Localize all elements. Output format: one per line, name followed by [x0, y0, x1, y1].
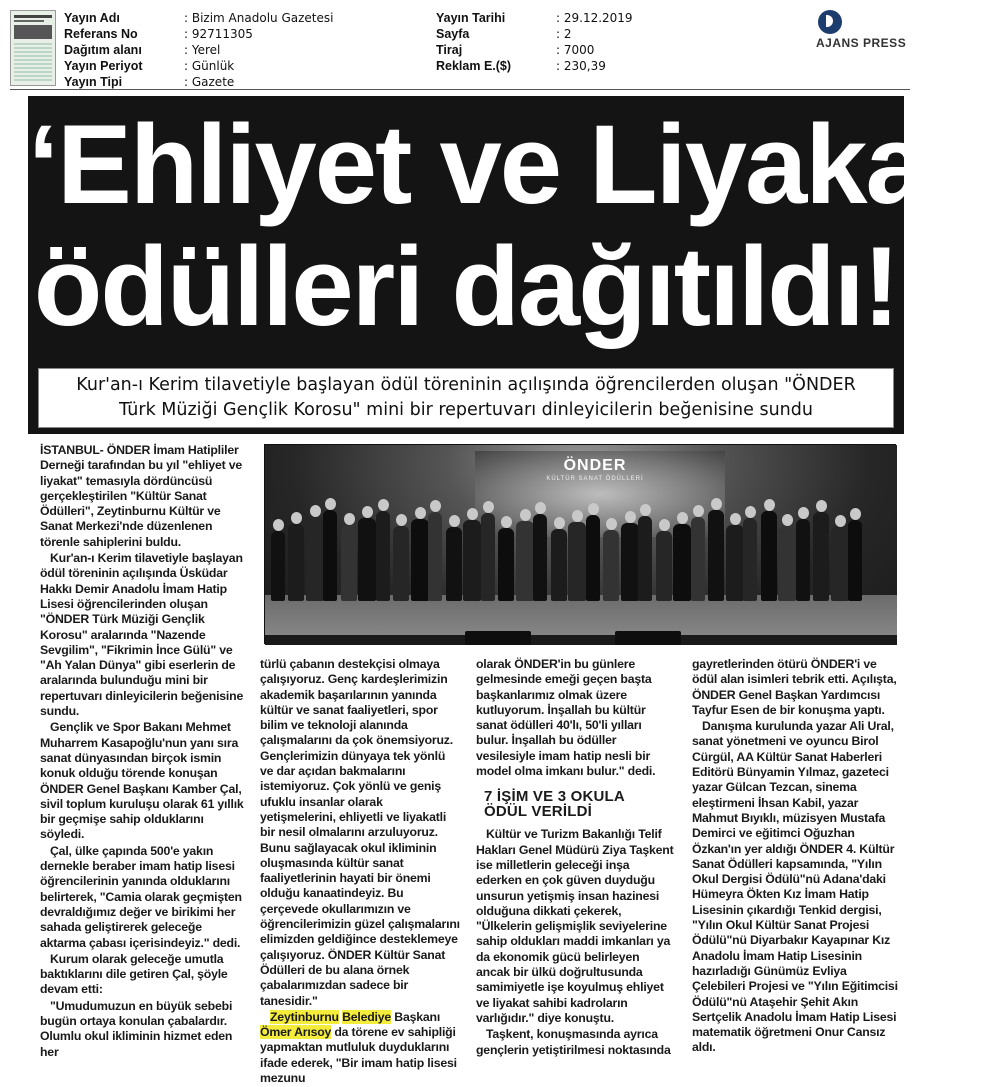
ajans-press-logo-text: AJANS PRESS — [816, 36, 907, 50]
person-silhouette — [323, 510, 337, 601]
person-silhouette — [691, 517, 705, 601]
person-silhouette — [411, 519, 429, 601]
article-column-4 — [692, 657, 902, 1057]
person-silhouette — [358, 518, 376, 601]
person-silhouette — [761, 511, 777, 601]
person-silhouette — [376, 511, 390, 601]
stage-speaker — [465, 631, 531, 645]
paragraph: olarak ÖNDER'in bu günlere gelmesinde emeği geçen başta başkanlarımız olmak üzere kutluyorum. İnşallah bu kültür sanat ödülleri 40'lı, 50'li yılları bulur. İnşallah bu ödüller vesilesiyle imam hatip nesli bir model olma imkanı bulur." dedi. — [476, 657, 656, 779]
meta-row-ad-equivalent: Reklam E.($) : 230,39 — [436, 59, 606, 73]
meta-row-publication-name: Yayın Adı : Bizim Anadolu Gazetesi — [64, 11, 334, 25]
paragraph: Gençlik ve Spor Bakanı Mehmet Muharrem Kasapoğlu'nun yanı sıra sanat dünyasından birçok ismin konuk olduğu törende konuşan ÖNDER Genel Başkanı Kamber Çal, sivil toplum kuruluşu olarak 61 yıllık bir geçmişe sahip olduklarını söyledi. — [40, 720, 244, 842]
paragraph: Danışma kurulunda yazar Ali Ural, sanat yönetmeni ve oyuncu Birol Cürgül, AA Kültür Sanat Haberleri Editörü Bünyamin Yılmaz, gazeteci yazar Gülcan Tezcan, sinema eleştirmeni İhsan Kabil, yazar Mahmut Bıyıklı, müzisyen Mustafa Demirci ve eğitimci Oğuzhan Özkan'ın yer aldığı ÖNDER 4. Kültür Sanat Ödülleri kapsamında, "Yılın Okul Dergisi Ödülü"nü Adana'daki Hümeyra Ökten Kız İmam Hatip Lisesinin çıkardığı Tenkid dergisi, "Yılın Okul Kültür Sanat Projesi Ödülü"nü Diyarbakır Kayapınar Kız Anadolu İmam Hatip Lisesinin hazırladığı Günümüz Evliya Çelebileri Projesi ve "Yılın Eğitimcisi Ödülü"nü Ataşehir Şehit Akın Sertçelik Anadolu İmam Hatip Lisesi matematik öğretmeni Onur Cansız aldı. — [692, 719, 898, 1055]
person-silhouette — [621, 523, 639, 601]
person-silhouette — [603, 530, 619, 601]
highlight-keyword: Ömer Arısoy — [260, 1025, 332, 1040]
article-column-3 — [476, 657, 676, 1059]
metadata-right-column — [436, 10, 633, 74]
paragraph-highlighted-mention: Zeytinburnu Belediye Başkanı Ömer Arısoy da törene ev sahipliği yapmaktan mutluluk duyduklarını ifade ederek, "Bir imam hatip lisesi mezunu — [260, 1009, 457, 1086]
person-silhouette — [673, 524, 691, 601]
person-silhouette — [393, 526, 409, 601]
meta-row-publication-type: Yayın Tipi : Gazete — [64, 75, 235, 89]
paragraph: Kur'an-ı Kerim tilavetiyle başlayan ödül töreninin açılışında Üsküdar Hakkı Demir Anadolu İmam Hatip Lisesi öğrencilerinden oluşan "ÖNDER Türk Müziği Gençlik Korosu" aralarında "Nazende Sevgilim", "Fikrimin İnce Gülü" ve "Ah Yalan Dünya" gibi eserlerin de aralarında bulunduğu mini bir repertuvarı dinleyicilerin beğenisine sundu. — [40, 551, 244, 719]
person-silhouette — [463, 520, 481, 601]
stage-speaker — [615, 631, 681, 645]
person-silhouette — [271, 531, 285, 601]
person-silhouette — [848, 520, 862, 601]
person-silhouette — [743, 518, 757, 601]
person-silhouette — [341, 525, 357, 601]
person-silhouette — [533, 514, 547, 601]
highlight-keyword: Zeytinburnu — [270, 1009, 339, 1024]
person-silhouette — [813, 512, 829, 601]
person-silhouette — [551, 529, 567, 601]
meta-row-publication-date: Yayın Tarihi : 29.12.2019 — [436, 11, 633, 25]
paragraph: Taşkent, konuşmasında ayrıca gençlerin yetiştirilmesi noktasında — [476, 1027, 671, 1057]
header-divider — [10, 89, 910, 90]
person-silhouette — [428, 512, 442, 601]
person-silhouette — [638, 516, 652, 601]
meta-row-publication-period: Yayın Periyot : Günlük — [64, 59, 235, 73]
person-silhouette — [516, 521, 534, 601]
meta-row-circulation: Tiraj : 7000 — [436, 43, 595, 57]
person-silhouette — [498, 528, 514, 601]
meta-row-distribution-area: Dağıtım alanı : Yerel — [64, 43, 221, 57]
article-deck — [38, 368, 894, 428]
article-column-2 — [260, 657, 460, 1087]
person-silhouette — [778, 526, 796, 601]
section-subheading: 7 İŞİM VE 3 OKULA ÖDÜL VERİLDİ — [484, 788, 625, 821]
person-silhouette — [726, 525, 744, 601]
person-silhouette — [306, 517, 324, 601]
article-column-1 — [40, 443, 248, 1061]
highlight-keyword: Belediye — [342, 1009, 392, 1024]
headline-line-1: ‘Ehliyet ve Liyakat’ — [28, 102, 990, 227]
person-silhouette — [481, 513, 495, 601]
ajans-press-logo — [812, 10, 912, 50]
page-thumbnail — [10, 10, 56, 86]
person-silhouette — [586, 515, 600, 601]
person-silhouette — [288, 524, 304, 601]
meta-row-page: Sayfa : 2 — [436, 27, 572, 41]
paragraph: "Umudumuzun en büyük sebebi bugün ortaya konulan çabalardır. Olumlu okul ikliminin hizmet eden her — [40, 998, 233, 1059]
person-silhouette — [446, 527, 462, 601]
headline-line-2: ödülleri dağıtıldı! — [33, 224, 899, 349]
ceremony-photo — [264, 444, 896, 644]
paragraph: İSTANBUL- ÖNDER İmam Hatipliler Derneği tarafından bu yıl "ehliyet ve liyakat" temasıyla dördüncüsü gerçekleştirilen "Kültür Sanat Ödülleri", Zeytinburnu Kültür ve Sanat Merkezi'nde düzenlenen törenle sahiplerini buldu. — [40, 443, 243, 549]
photo-brand-text: ÖNDER — [563, 457, 627, 474]
paragraph: gayretlerinden ötürü ÖNDER'i ve ödül alan isimleri tebrik etti. Açılışta, ÖNDER Genel Başkan Yardımcısı Tayfur Esen de bir konuşma yaptı. — [692, 657, 897, 717]
person-silhouette — [656, 531, 672, 601]
photo-brand-subtext: KÜLTÜR SANAT ÖDÜLLERİ — [546, 476, 644, 482]
deck-line-2: Türk Müziği Gençlik Korosu" mini bir repertuvarı dinleyicilerin beğenisine sundu — [119, 400, 813, 420]
metadata-left-column — [64, 10, 333, 90]
meta-row-reference-no: Referans No : 92711305 — [64, 27, 253, 41]
deck-line-1: Kur'an-ı Kerim tilavetiyle başlayan ödül töreninin açılışında öğrencilerden oluşan "ÖNDER — [76, 375, 856, 395]
paragraph: Kurum olarak geleceğe umutla baktıklarını dile getiren Çal, şöyle devam etti: — [40, 951, 228, 997]
person-silhouette — [708, 510, 724, 601]
paragraph: Kültür ve Turizm Bakanlığı Telif Hakları Genel Müdürü Ziya Taşkent ise milletlerin geleceği inşa ederken en çok güven duyduğu unsurun yetişmiş insan hazinesi olduğuna dikkati çekerek, "Ülkelerin gelişmişlik seviyelerine sahip oldukları maddi imkanları ya da ekonomik gücü belirleyen ancak bir ülkü doğrultusunda samimiyetle işe koyulmuş ehliyet ve liyakat sahibi kadroların varlığıdır." diye konuştu. — [476, 827, 674, 1025]
ajans-press-logo-icon — [818, 10, 842, 34]
person-silhouette — [831, 527, 849, 601]
person-silhouette — [568, 522, 586, 601]
paragraph: türlü çabanın destekçisi olmaya çalışıyoruz. Genç kardeşlerimizin akademik başarılarının yanında kültür ve sanat faaliyetleri, spor bilim ve teknoloji alanında çalışmalarını da çok önemsiyoruz. Gençlerimizin dünyaya tek yönlü ve dar açıdan bakmalarını istemiyoruz. Çok yönlü ve geniş ufuklu insanlar olarak yetişmelerini, ehliyetli ve liyakatli bir nesil olmalarını arzuluyoruz. Bunu sağlayacak okul ikliminin oluşmasında kültür sanat faaliyetlerinin hayati bir önemi olduğu kanaatindeyiz. Bu çerçevede okullarımızın ve öğrencilerimizin güzel çalışmalarını elimizden geldiğince desteklemeye çalışıyoruz. ÖNDER Kültür Sanat Ödülleri de bu alana örnek çabalarımızdan sadece bir tanesidir." — [260, 657, 460, 1008]
clipping-metadata-header — [0, 0, 920, 92]
person-silhouette — [796, 519, 810, 601]
paragraph: Çal, ülke çapında 500'e yakın dernekle beraber imam hatip lisesi öğrencilerinin yanında olduklarını belirterek, "Camia olarak geçmişten devraldığımız değer ve birikimi her sahada geliştirerek geleceğe aktarma çabası içerisindeyiz." dedi. — [40, 843, 242, 950]
